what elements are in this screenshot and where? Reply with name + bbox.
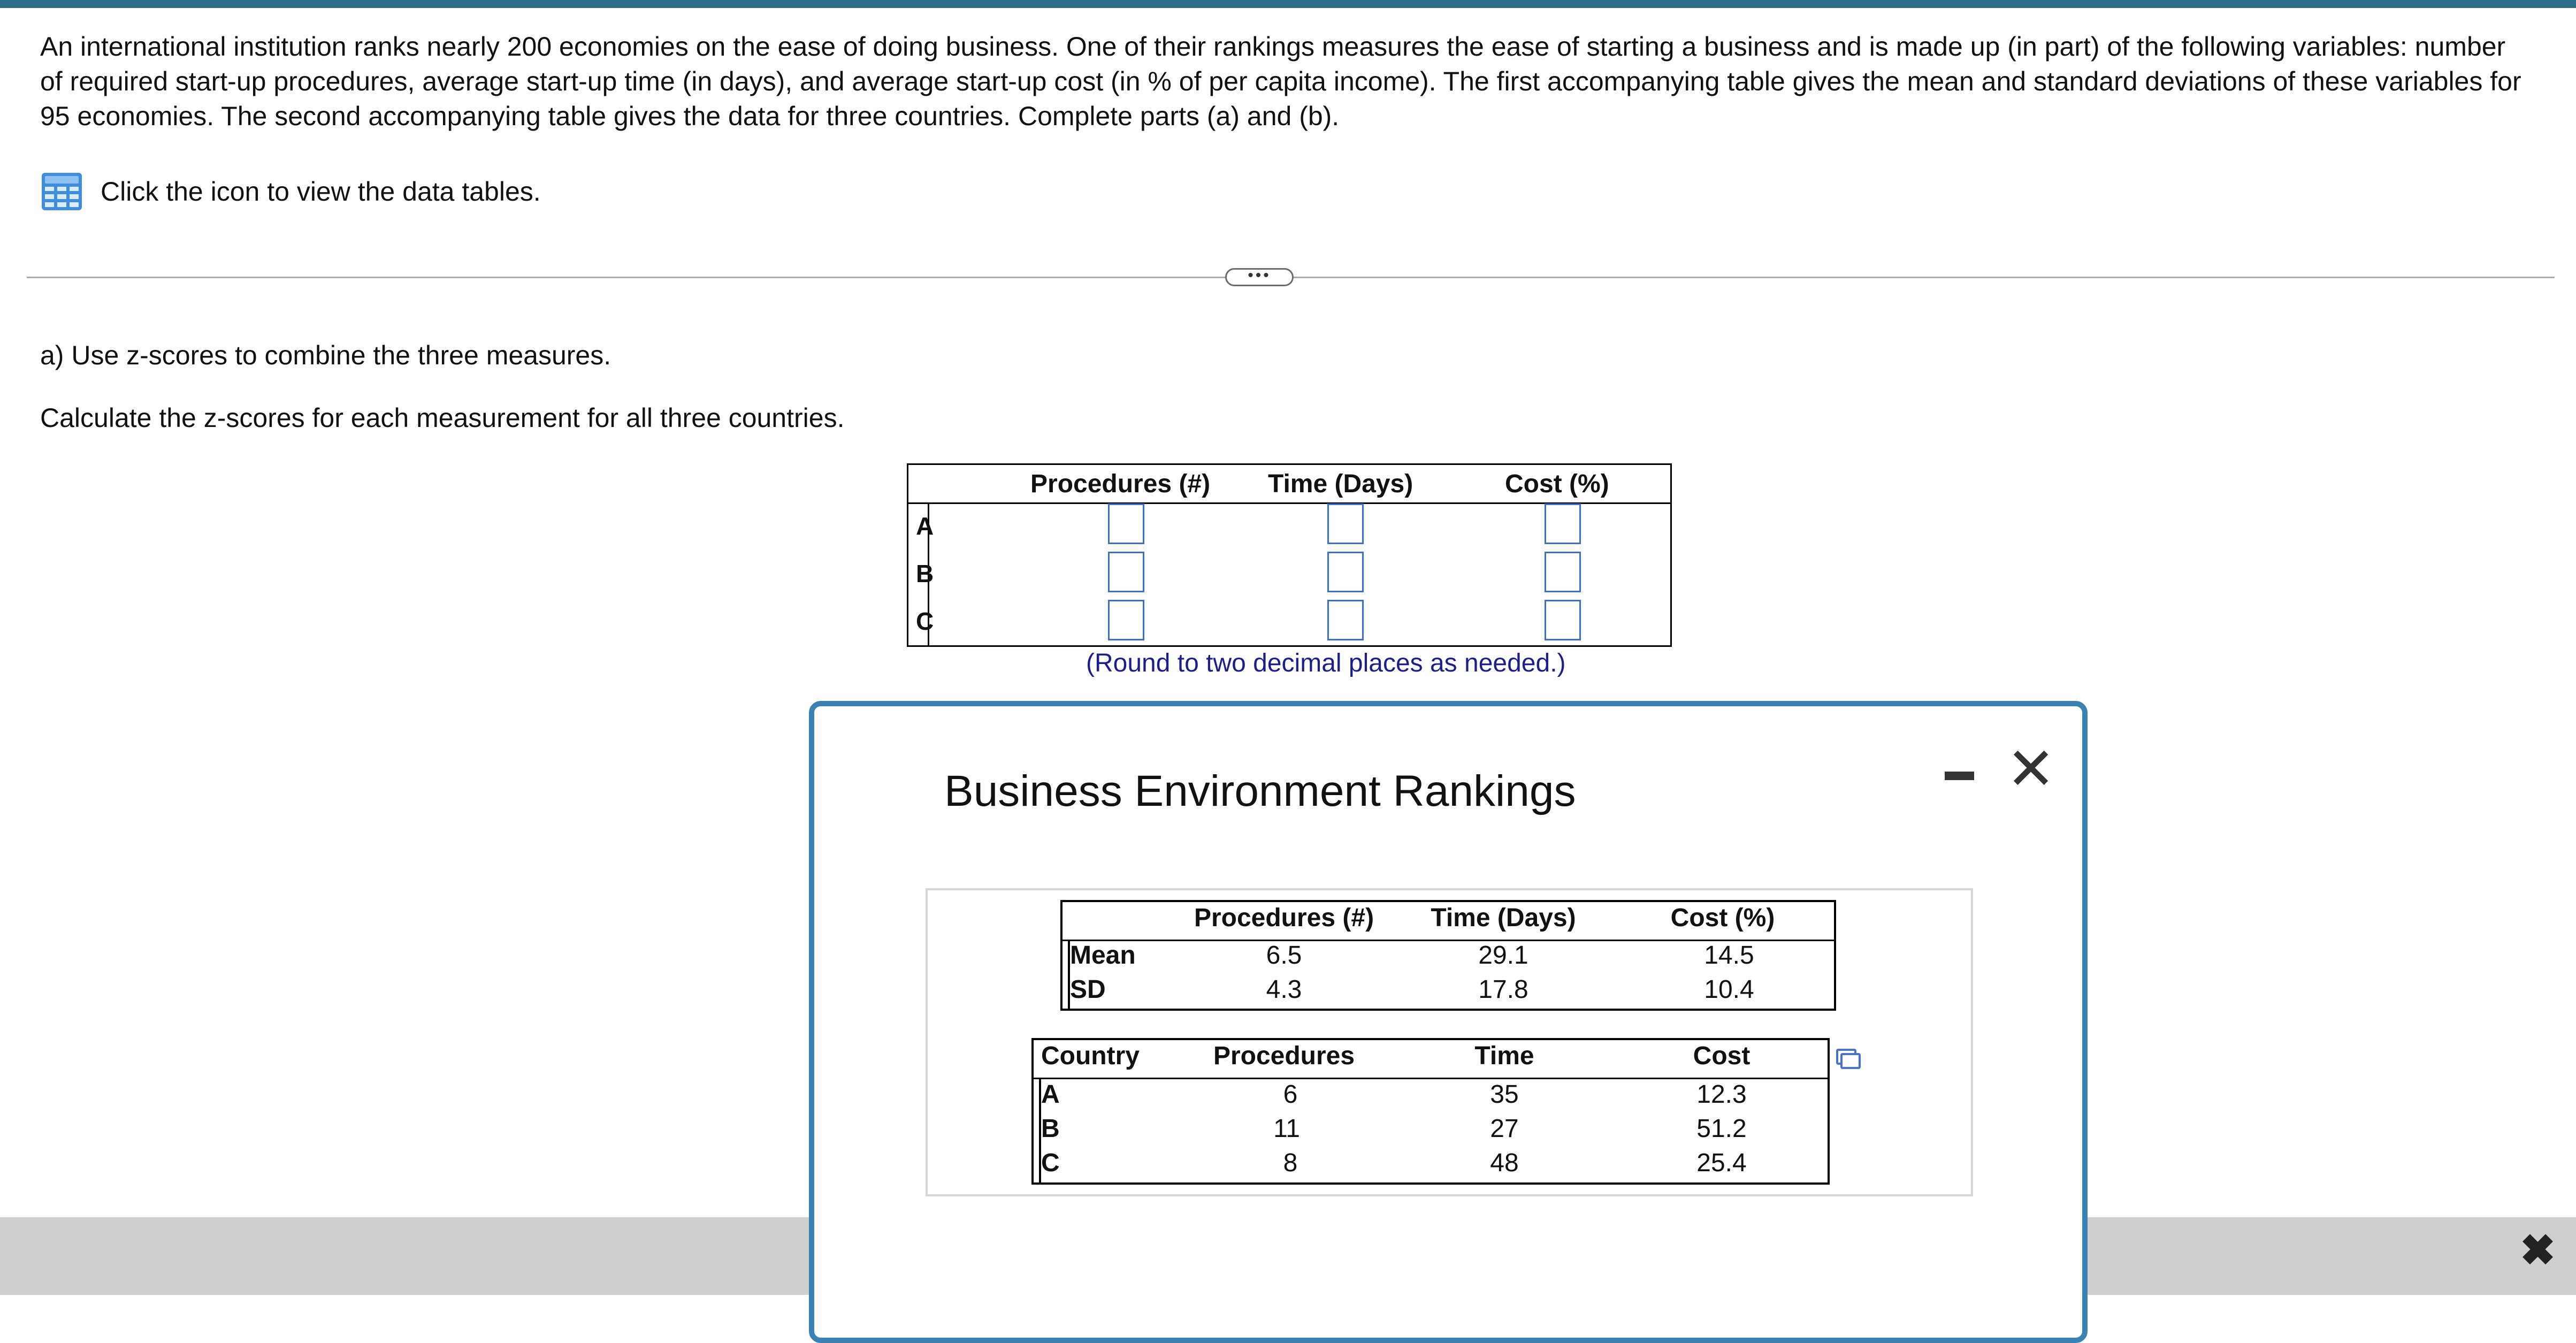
close-icon[interactable]: ✕ [2006,736,2056,802]
country-cell: 6 [1283,1080,1298,1109]
calc-instruction: Calculate the z-scores for each measurement for all three countries. [40,403,845,433]
z-score-input-b-time[interactable] [1327,552,1364,592]
dialog-title: Business Environment Rankings [944,767,1576,815]
row-label-a: A [916,512,934,540]
z-score-input-a-procedures[interactable] [1108,503,1144,544]
country-header-country: Country [1041,1042,1140,1070]
bottom-close-icon[interactable]: ✖ [2520,1226,2556,1274]
view-data-tables-text[interactable]: Click the icon to view the data tables. [101,176,541,207]
stats-cell: 14.5 [1704,941,1754,970]
stats-cell: 6.5 [1266,941,1302,970]
z-score-input-b-cost[interactable] [1545,552,1581,592]
stats-header-cost: Cost (%) [1670,904,1775,932]
country-cell: 8 [1283,1149,1298,1177]
table-icon[interactable] [42,173,82,210]
country-header-time: Time [1474,1042,1534,1070]
country-cell: 25.4 [1696,1149,1747,1177]
country-row-label-a: A [1041,1080,1060,1109]
country-cell: 51.2 [1696,1115,1747,1143]
stats-cell: 4.3 [1266,975,1302,1004]
z-score-input-c-cost[interactable] [1545,600,1581,640]
z-score-input-b-procedures[interactable] [1108,552,1144,592]
stats-header-procedures: Procedures (#) [1194,904,1374,932]
country-cell: 48 [1490,1149,1519,1177]
row-label-c: C [916,607,934,635]
view-data-tables-link[interactable] [42,171,541,211]
stats-row-label-sd: SD [1070,975,1106,1004]
stats-row-label-mean: Mean [1070,941,1136,970]
stats-cell: 10.4 [1704,975,1754,1004]
row-label-b: B [916,560,934,587]
stats-cell: 29.1 [1478,941,1528,970]
col-header-cost: Cost (%) [1505,470,1609,498]
top-accent-bar [0,0,2576,8]
z-score-input-c-time[interactable] [1327,600,1364,640]
col-header-time: Time (Days) [1268,470,1413,498]
country-header-procedures: Procedures [1213,1042,1355,1070]
country-cell: 35 [1490,1080,1519,1109]
z-score-input-a-cost[interactable] [1545,503,1581,544]
country-cell: 11 [1273,1115,1300,1143]
country-cell: 12.3 [1696,1080,1747,1109]
part-a-prompt: a) Use z-scores to combine the three measures. [40,340,611,370]
z-score-input-c-procedures[interactable] [1108,600,1144,640]
rounding-note: (Round to two decimal places as needed.) [1086,649,1566,677]
stats-header-time: Time (Days) [1431,904,1576,932]
copy-icon[interactable] [1835,1047,1859,1068]
z-score-input-a-time[interactable] [1327,503,1364,544]
country-row-label-c: C [1041,1149,1060,1177]
stats-cell: 17.8 [1478,975,1528,1004]
z-score-answer-table [907,463,1672,647]
country-cell: 27 [1490,1115,1519,1143]
minimize-icon[interactable] [1945,760,1974,789]
col-header-procedures: Procedures (#) [1030,470,1211,498]
question-intro: An international institution ranks nearly 200 economies on the ease of doing business. One of their rankings measures the ease of starting a business and is made up (in part) of the following variables: number of required start-up procedures, average start-up time (in days), and average start-up cost (in % of per capita income). The first accompanying table gives the mean and standard deviations of these variables for 95 economies. The second accompanying table gives the data for three countries. Complete parts (a) and (b). [40,32,2521,131]
expand-button[interactable]: ••• [1225,268,1294,286]
country-row-label-b: B [1041,1115,1060,1143]
country-header-cost: Cost [1693,1042,1751,1070]
